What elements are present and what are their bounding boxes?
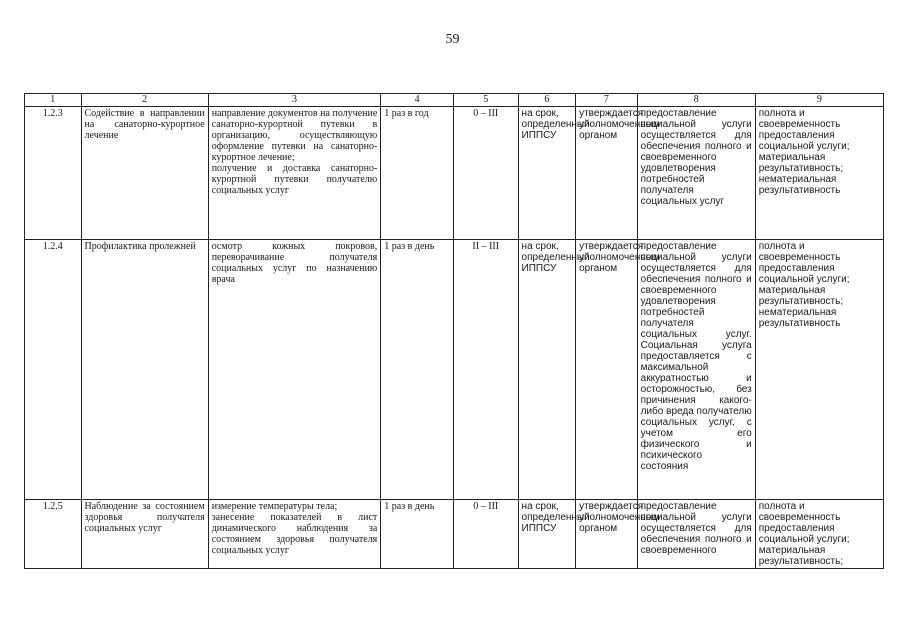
service-group: 0 – III: [453, 107, 518, 240]
service-number: 1.2.3: [25, 107, 82, 240]
content-line: направление документов на получение санаторно-курортной путевки в организацию, осуществляющую оформление путевки на санаторно-курортное лечение;: [211, 108, 378, 163]
evaluation-line: материальная результативность;: [758, 285, 844, 307]
evaluation-line: материальная результативность;: [758, 545, 844, 567]
column-number: 5: [453, 94, 518, 107]
page-number: 59: [445, 32, 460, 47]
service-evaluation: [755, 500, 883, 569]
services-table: [24, 93, 884, 569]
service-number: 1.2.4: [25, 240, 82, 500]
content-line: занесение показателей в лист динамического наблюдения за состоянием здоровья получателя социальных услуг: [211, 512, 378, 556]
service-group: II – III: [453, 240, 518, 500]
service-frequency: 1 раз в год: [381, 107, 454, 240]
service-name: Содействие в направлении на санаторно-курортное лечение: [81, 107, 208, 240]
service-approval: утверждается уполномоченным органом: [576, 500, 638, 569]
column-number: 4: [381, 94, 454, 107]
column-number: 9: [755, 94, 883, 107]
evaluation-line: нематериальная результативность: [758, 174, 841, 196]
service-conditions: предоставление социальной услуги осуществляется для обеспечения полного и своевременного удовлетворения потребностей получателя социальных услуг. Социальная услуга предоставляется с максимальной аккуратностью и осторожностью, без причинения какого-либо вреда получателю социальных услуг, с учетом его физического и психического состояния: [637, 240, 755, 500]
column-number: 8: [637, 94, 755, 107]
service-content: [208, 240, 381, 500]
service-frequency: 1 раз в день: [381, 500, 454, 569]
column-number: 3: [208, 94, 381, 107]
service-content: [208, 500, 381, 569]
evaluation-line: полнота и своевременность предоставления социальной услуги;: [758, 108, 850, 152]
evaluation-line: полнота и своевременность предоставления социальной услуги;: [758, 501, 850, 545]
table-row: [25, 107, 884, 240]
column-number: 2: [81, 94, 208, 107]
service-content: [208, 107, 381, 240]
service-term: на срок, определенный ИППСУ: [518, 107, 576, 240]
service-number: 1.2.5: [25, 500, 82, 569]
table-row: [25, 500, 884, 569]
column-number: 6: [518, 94, 576, 107]
service-name: Профилактика пролежней: [81, 240, 208, 500]
service-conditions: предоставление социальной услуги осуществляется для обеспечения полного и своевременного удовлетворения потребностей получателя социальных услуг: [637, 107, 755, 240]
table-row: [25, 240, 884, 500]
evaluation-line: материальная результативность;: [758, 152, 844, 174]
content-line: измерение температуры тела;: [211, 501, 338, 512]
service-evaluation: [755, 107, 883, 240]
service-frequency: 1 раз в день: [381, 240, 454, 500]
column-number: 7: [576, 94, 638, 107]
column-number: 1: [25, 94, 82, 107]
evaluation-line: нематериальная результативность: [758, 307, 841, 329]
service-term: на срок, определенный ИППСУ: [518, 240, 576, 500]
content-line: осмотр кожных покровов, переворачивание получателя социальных услуг по назначению врача: [211, 241, 378, 285]
service-approval: утверждается уполномоченным органом: [576, 107, 638, 240]
content-line: получение и доставка санаторно-курортной путевки получателю социальных услуг: [211, 163, 378, 196]
evaluation-line: полнота и своевременность предоставления социальной услуги;: [758, 241, 850, 285]
service-name: Наблюдение за состоянием здоровья получателя социальных услуг: [81, 500, 208, 569]
service-evaluation: [755, 240, 883, 500]
service-term: на срок, определенный ИППСУ: [518, 500, 576, 569]
service-approval: утверждается уполномоченным органом: [576, 240, 638, 500]
column-number-row: [25, 94, 884, 107]
service-group: 0 – III: [453, 500, 518, 569]
service-conditions: предоставление социальной услуги осуществляется для обеспечения полного и своевременного: [637, 500, 755, 569]
